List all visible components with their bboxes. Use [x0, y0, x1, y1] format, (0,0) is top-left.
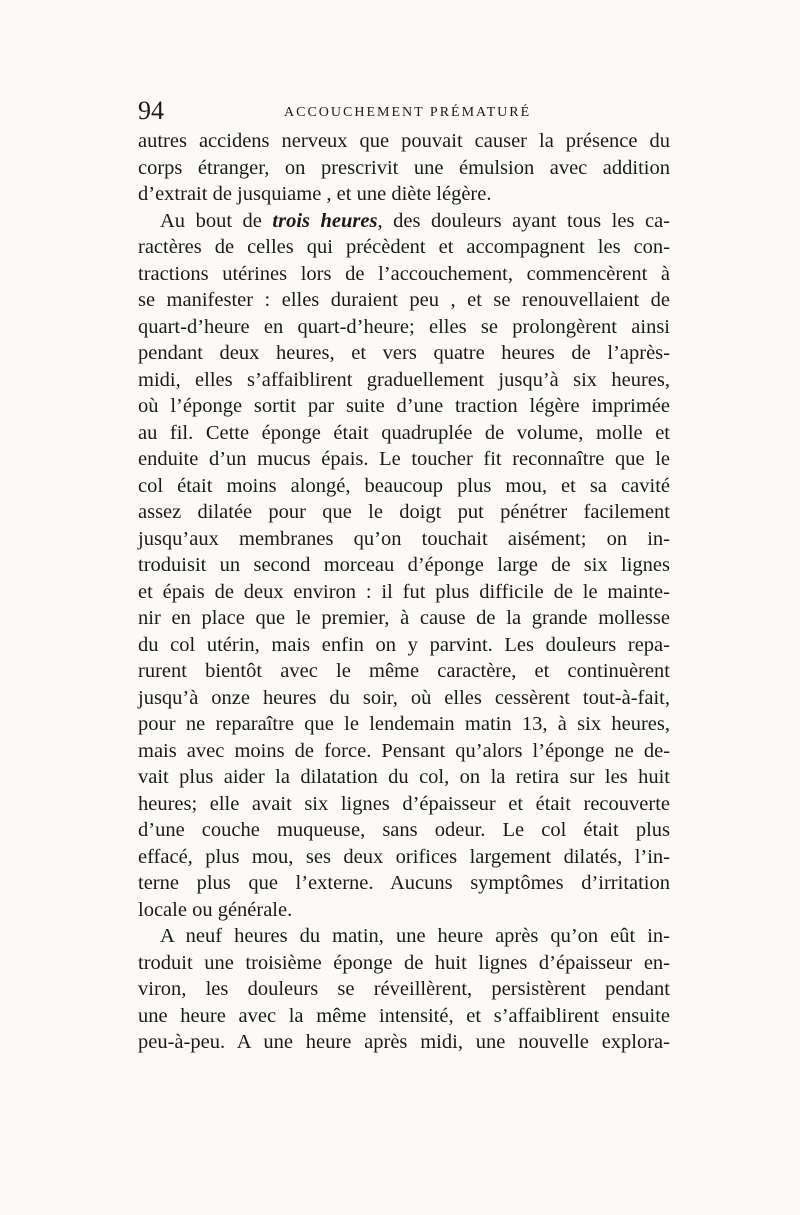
text-line: d’une couche muqueuse, sans odeur. Le col était plus — [138, 819, 670, 841]
page-number: 94 — [138, 96, 164, 125]
text-line: midi, elles s’affaiblirent graduellement jusqu’à six heures, — [138, 368, 670, 391]
text-segment: , des douleurs ayant tous les ca- — [377, 209, 670, 232]
text-line: d’extrait de jusquiame , et une diète légère. — [138, 183, 492, 205]
text-line: heures; elle avait six lignes d’épaisseur et était recouverte — [138, 792, 670, 815]
text-line: ractères de celles qui précèdent et accompagnent les con- — [138, 236, 670, 258]
text-line: col était moins alongé, beaucoup plus mou, et sa cavité — [138, 474, 670, 497]
text-line: troduisit un second morceau d’éponge large de six lignes — [138, 554, 670, 576]
running-title: ACCOUCHEMENT PRÉMATURÉ — [284, 105, 532, 120]
text-line: viron, les douleurs se réveillèrent, persistèrent pendant — [138, 978, 670, 1000]
text-line: où l’éponge sortit par suite d’une traction légère imprimée — [138, 395, 670, 417]
body-text — [138, 128, 670, 1056]
text-line — [138, 208, 670, 235]
text-line: mais avec moins de force. Pensant qu’alors l’éponge ne de- — [138, 739, 670, 762]
text-line: jusqu’à onze heures du soir, où elles cessèrent tout-à-fait, — [138, 686, 670, 709]
text-line: jusqu’aux membranes qu’on touchait aisément; on in- — [138, 527, 670, 550]
text-line: du col utérin, mais enfin on y parvint. Les douleurs repa- — [138, 633, 670, 656]
text-line: nir en place que le premier, à cause de la grande mollesse — [138, 607, 670, 629]
text-line: pendant deux heures, et vers quatre heures de l’après- — [138, 342, 670, 364]
text-line: peu-à-peu. A une heure après midi, une nouvelle explora- — [138, 1031, 670, 1053]
text-line: troduit une troisième éponge de huit lignes d’épaisseur en- — [138, 951, 670, 974]
text-line: et épais de deux environ : il fut plus difficile de le mainte- — [138, 580, 670, 603]
text-line: se manifester : elles duraient peu , et se renouvellaient de — [138, 289, 670, 311]
text-line: locale ou générale. — [138, 898, 293, 921]
text-line: autres accidens nerveux que pouvait causer la présence du — [138, 130, 670, 152]
text-line: effacé, plus mou, ses deux orifices largement dilatés, l’in- — [138, 845, 670, 868]
text-line: quart-d’heure en quart-d’heure; elles se prolongèrent ainsi — [138, 315, 670, 338]
running-head — [138, 96, 670, 126]
text-line: pour ne reparaître que le lendemain matin 13, à six heures, — [138, 713, 670, 735]
text-line: corps étranger, on prescrivit une émulsion avec addition — [138, 156, 670, 179]
text-line: une heure avec la même intensité, et s’affaiblirent ensuite — [138, 1004, 670, 1027]
text-segment: Au bout de — [160, 209, 273, 232]
emphasized-text: trois heures — [272, 209, 378, 232]
text-line: A neuf heures du matin, une heure après qu’on eût in- — [160, 925, 670, 947]
text-line: vait plus aider la dilatation du col, on la retira sur les huit — [138, 766, 670, 788]
text-line: terne plus que l’externe. Aucuns symptômes d’irritation — [138, 872, 670, 894]
text-line: tractions utérines lors de l’accouchement, commencèrent à — [138, 262, 670, 285]
text-line: au fil. Cette éponge était quadruplée de volume, molle et — [138, 421, 670, 444]
text-line: rurent bientôt avec le même caractère, et continuèrent — [138, 660, 670, 682]
text-line: enduite d’un mucus épais. Le toucher fit reconnaître que le — [138, 448, 670, 470]
text-line: assez dilatée pour que le doigt put pénétrer facilement — [138, 501, 670, 523]
